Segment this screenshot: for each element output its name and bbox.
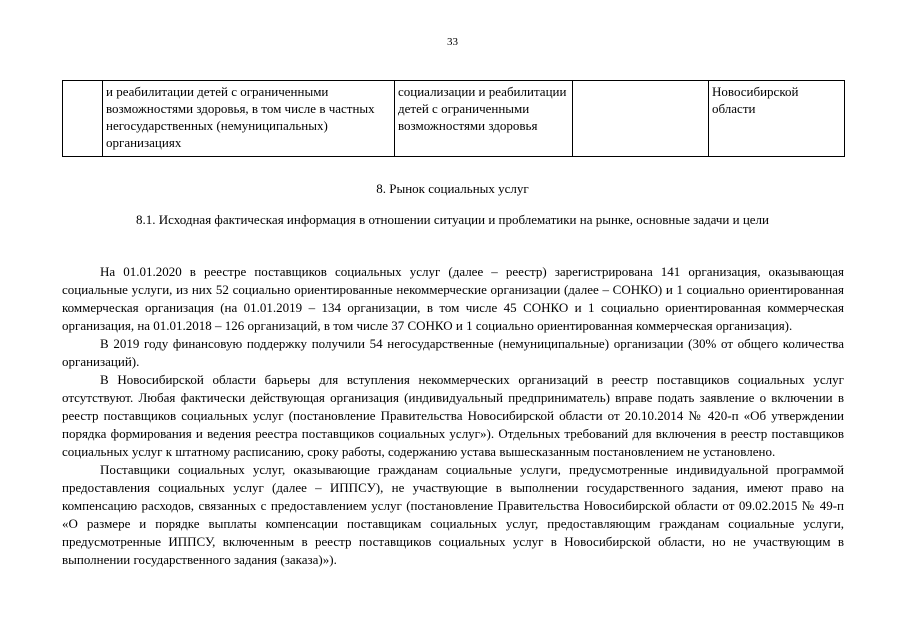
section-title: 8. Рынок социальных услуг [376, 181, 529, 196]
table-cell-deadline [573, 81, 709, 157]
table-cell-number [63, 81, 103, 157]
page-number: 33 [447, 36, 458, 48]
subsection-title: 8.1. Исходная фактическая информация в отношении ситуации и проблематики на рынке, основные задачи и цели [135, 212, 769, 227]
body-text [62, 263, 844, 569]
table-cell-measure: и реабилитации детей с ограниченными возможностями здоровья, в том числе в частных негосударственных (немуниципальных) организациях [103, 81, 395, 157]
table-row [63, 81, 845, 157]
table-cell-executor: Новосибирской области [709, 81, 845, 157]
paragraph: Поставщики социальных услуг, оказывающие гражданам социальные услуги, предусмотренные индивидуальной программой предоставления социальных услуг (далее – ИППСУ), не участвующие в выполнении государственного задания, имеют право на компенсацию расходов, связанных с предоставлением услуг (постановление Правительства Новосибирской области от 09.02.2015 № 49-п «О размере и порядке выплаты компенсации поставщикам социальных услуг, предоставляющим гражданам социальные услуги, предусмотренные ИППСУ, включенным в реестр поставщиков социальных услуг в Новосибирской области, но не участвующим в выполнении государственного задания (заказа)»). [62, 462, 844, 567]
table-cell-goal: социализации и реабилитации детей с ограниченными возможностями здоровья [395, 81, 573, 157]
paragraph: В 2019 году финансовую поддержку получили 54 негосударственные (немуниципальные) организации (30% от общего количества организаций). [62, 336, 844, 369]
continuation-table [62, 80, 845, 157]
paragraph: В Новосибирской области барьеры для вступления некоммерческих организаций в реестр поставщиков социальных услуг отсутствуют. Любая фактически действующая организация (индивидуальный предприниматель) вправе подать заявление о включении в реестр поставщиков социальных услуг (постановление Правительства Новосибирской области от 20.10.2014 № 420-п «Об утверждении порядка формирования и ведения реестра поставщиков социальных услуг»). Отдельных требований для включения в реестр поставщиков социальных услуг к штатному расписанию, сроку работы, содержанию устава вышесказанным постановлением не установлено. [62, 372, 844, 459]
paragraph: На 01.01.2020 в реестре поставщиков социальных услуг (далее – реестр) зарегистрирована 141 организация, оказывающая социальные услуги, из них 52 социально ориентированные некоммерческие организации (далее – СОНКО) и 1 социально ориентированная коммерческая организация (на 01.01.2019 – 134 организации, в том числе 45 СОНКО и 1 социально ориентированная коммерческая организация, на 01.01.2018 – 126 организаций, в том числе 37 СОНКО и 1 социально ориентированная коммерческая организация). [62, 264, 844, 333]
